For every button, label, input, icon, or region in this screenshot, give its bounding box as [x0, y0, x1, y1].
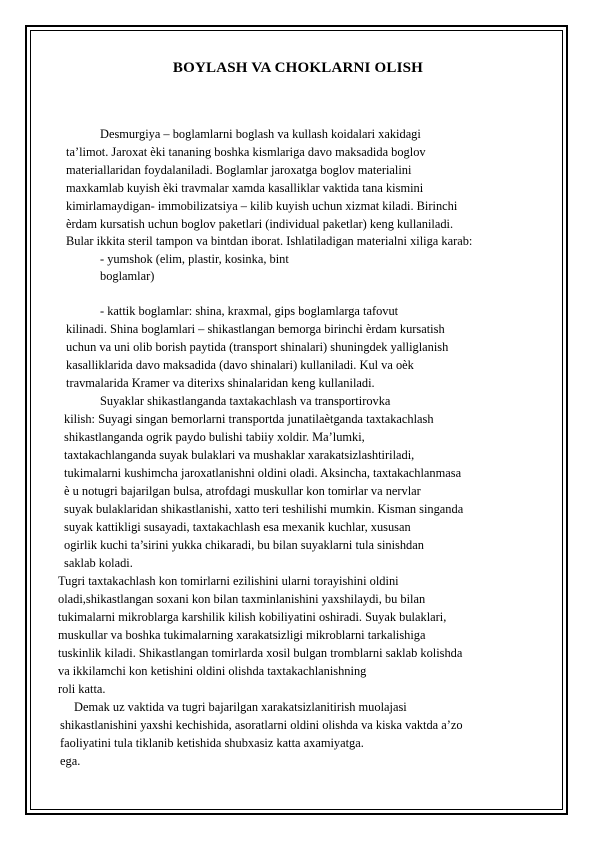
paragraph-line: materiallaridan foydalaniladi. Boglamlar jaroxatga boglov materialini	[66, 163, 412, 177]
paragraph-line: roli katta.	[58, 682, 106, 696]
list-item: boglamlar)	[100, 269, 155, 283]
paragraph-line: kimirlamaydigan- immobilizatsiya – kilib kuyish uchun xizmat kiladi. Birinchi	[66, 199, 458, 213]
paragraph-line: faoliyatini tula tiklanib ketishida shubxasiz katta axamiyatga.	[60, 736, 364, 750]
paragraph-line: taxtakachlanganda suyak bulaklari va mushaklar xarakatsizlashtiriladi,	[64, 448, 415, 462]
paragraph-line: ta’limot. Jaroxat ѐki tananing boshka kismlariga davo maksadida boglov	[66, 145, 426, 159]
paragraph-line: tukimalarni mikroblarga karshilik kilish kobiliyatini oshiradi. Suyak bulaklari,	[58, 610, 447, 624]
paragraph-line: suyak kattikligi susayadi, taxtakachlash esa mexanik kuchlar, xususan	[64, 520, 411, 534]
paragraph-line: ѐ u notugri bajarilgan bulsa, atrofdagi muskullar kon tomirlar va nervlar	[64, 484, 421, 498]
paragraph-line: travmalarida Kramer va diterixs shinalaridan keng kullaniladi.	[66, 376, 375, 390]
list-item: - kattik boglamlar: shina, kraxmal, gips boglamlarga tafovut	[100, 304, 399, 318]
paragraph-line: Desmurgiya – boglamlarni boglash va kullash koidalari xakidagi	[100, 127, 421, 141]
paragraph-line: saklab koladi.	[64, 556, 133, 570]
paragraph-line: shikastlanganda ogrik paydo bulishi tabiiy xoldir. Ma’lumki,	[64, 430, 365, 444]
paragraph-line: Suyaklar shikastlanganda taxtakachlash va transportirovka	[100, 394, 391, 408]
paragraph-line: muskullar va boshka tukimalarning xarakatsizligi mikroblarni tarkalishiga	[58, 628, 426, 642]
paragraph-line: kilinadi. Shina boglamlari – shikastlangan bemorga birinchi ѐrdam kursatish	[66, 322, 445, 336]
paragraph-line: ogirlik kuchi ta’sirini yukka chikaradi, bu bilan suyaklarni tula sinishdan	[64, 538, 424, 552]
paragraph-line: ѐrdam kursatish uchun boglov paketlari (individual paketlar) keng kullaniladi.	[66, 217, 454, 231]
paragraph-line: kilish: Suyagi singan bemorlarni transportda junatilaѐtganda taxtakachlash	[64, 412, 434, 426]
paragraph-line: uchun va uni olib borish paytida (transport shinalari) shuningdek yalliglanish	[66, 340, 449, 354]
paragraph-line: va ikkilamchi kon ketishini oldini olishda taxtakachlanishning	[58, 664, 367, 678]
paragraph-line: tukimalarni kushimcha jaroxatlanishni oldini oladi. Aksincha, taxtakachlanmasa	[64, 466, 462, 480]
paragraph-line: maxkamlab kuyish ѐki travmalar xamda kasalliklar vaktida tana kismini	[66, 181, 424, 195]
paragraph-line: suyak bulaklaridan shikastlanishi, xatto teri teshilishi mumkin. Kisman singanda	[64, 502, 464, 516]
paragraph-line: Demak uz vaktida va tugri bajarilgan xarakatsizlanitirish muolajasi	[74, 700, 407, 714]
paragraph-line: ega.	[60, 754, 81, 768]
paragraph-line: oladi,shikastlangan soxani kon bilan taxminlanishini yaxshilaydi, bu bilan	[58, 592, 426, 606]
paragraph-line: Bular ikkita steril tampon va bintdan iborat. Ishlatiladigan materialni xiliga karab:	[66, 234, 473, 248]
list-item: - yumshok (elim, plastir, kosinka, bint	[100, 252, 289, 266]
paragraph-line: kasalliklarida davo maksadida (davo shinalari) kullaniladi. Kul va oѐk	[66, 358, 414, 372]
paragraph-line: tuskinlik kiladi. Shikastlangan tomirlarda xosil bulgan tromblarni saklab kolishda	[58, 646, 463, 660]
paragraph-line: shikastlanishini yaxshi kechishida, asoratlarni oldini olishda va kiska vaktda a’zo	[60, 718, 463, 732]
paragraph-line: Tugri taxtakachlash kon tomirlarni ezilishini ularni torayishini oldini	[58, 574, 399, 588]
document-title: BOYLASH VA CHOKLARNI OLISH	[172, 60, 424, 76]
